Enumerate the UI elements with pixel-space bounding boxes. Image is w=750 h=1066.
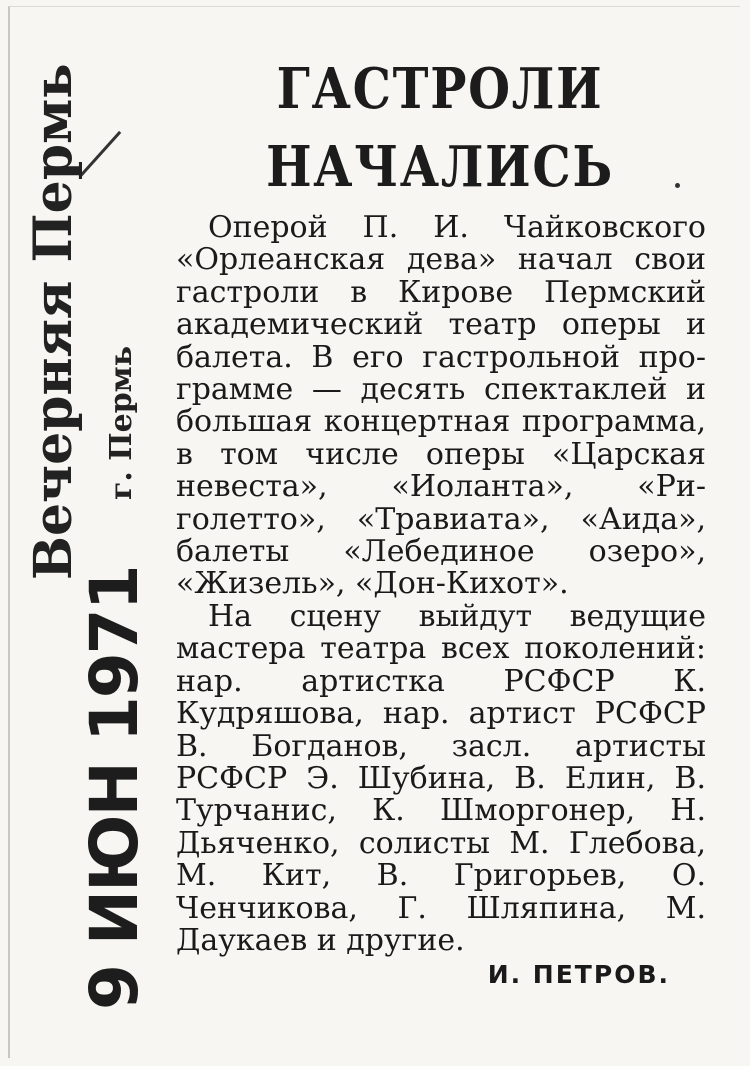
stamp-city: г. Пермь [104,345,139,500]
article-author: И. ПЕТРОВ. [487,960,670,990]
article-headline [234,50,647,206]
headline-line-2: НАЧАЛИСЬ [266,134,614,200]
article-paragraph-2: На сцену выйдут ведущие мастера театра всех поколений: нар. артистка РСФСР К. Кудряшова, нар. артист РСФСР В. Богданов, засл. артисты РСФСР Э. Шубина, В. Елин, В. Турчанис, К. Шморгонер, Н. Дьяченко, солисты М. Глебова, М. Кит, В. Григорьев, О. Ченчикова, Г. Шляпина, М. Даукаев и другие. [176,598,706,958]
stamp-newspaper-name: Вечерняя Пермь [23,63,84,580]
article-body [176,212,706,993]
print-dot [675,183,680,188]
stamp-date: 9 ИЮН 1971 [76,566,153,1010]
headline-line-1: ГАСТРОЛИ [276,56,604,122]
stamp-pen-mark [79,131,121,178]
article-paragraph-1: Оперой П. И. Чайковского «Орлеанская дева» начал свои гастроли в Кирове Пермский академический театр оперы и балета. В его гастрольной программе — десять спектаклей и большая концертная программа, в том числе оперы «Царская невеста», «Иоланта», «Риголетто», «Травиата», «Аида», балеты «Лебединое озеро», «Жизель», «Дон-Кихот». [176,210,706,602]
